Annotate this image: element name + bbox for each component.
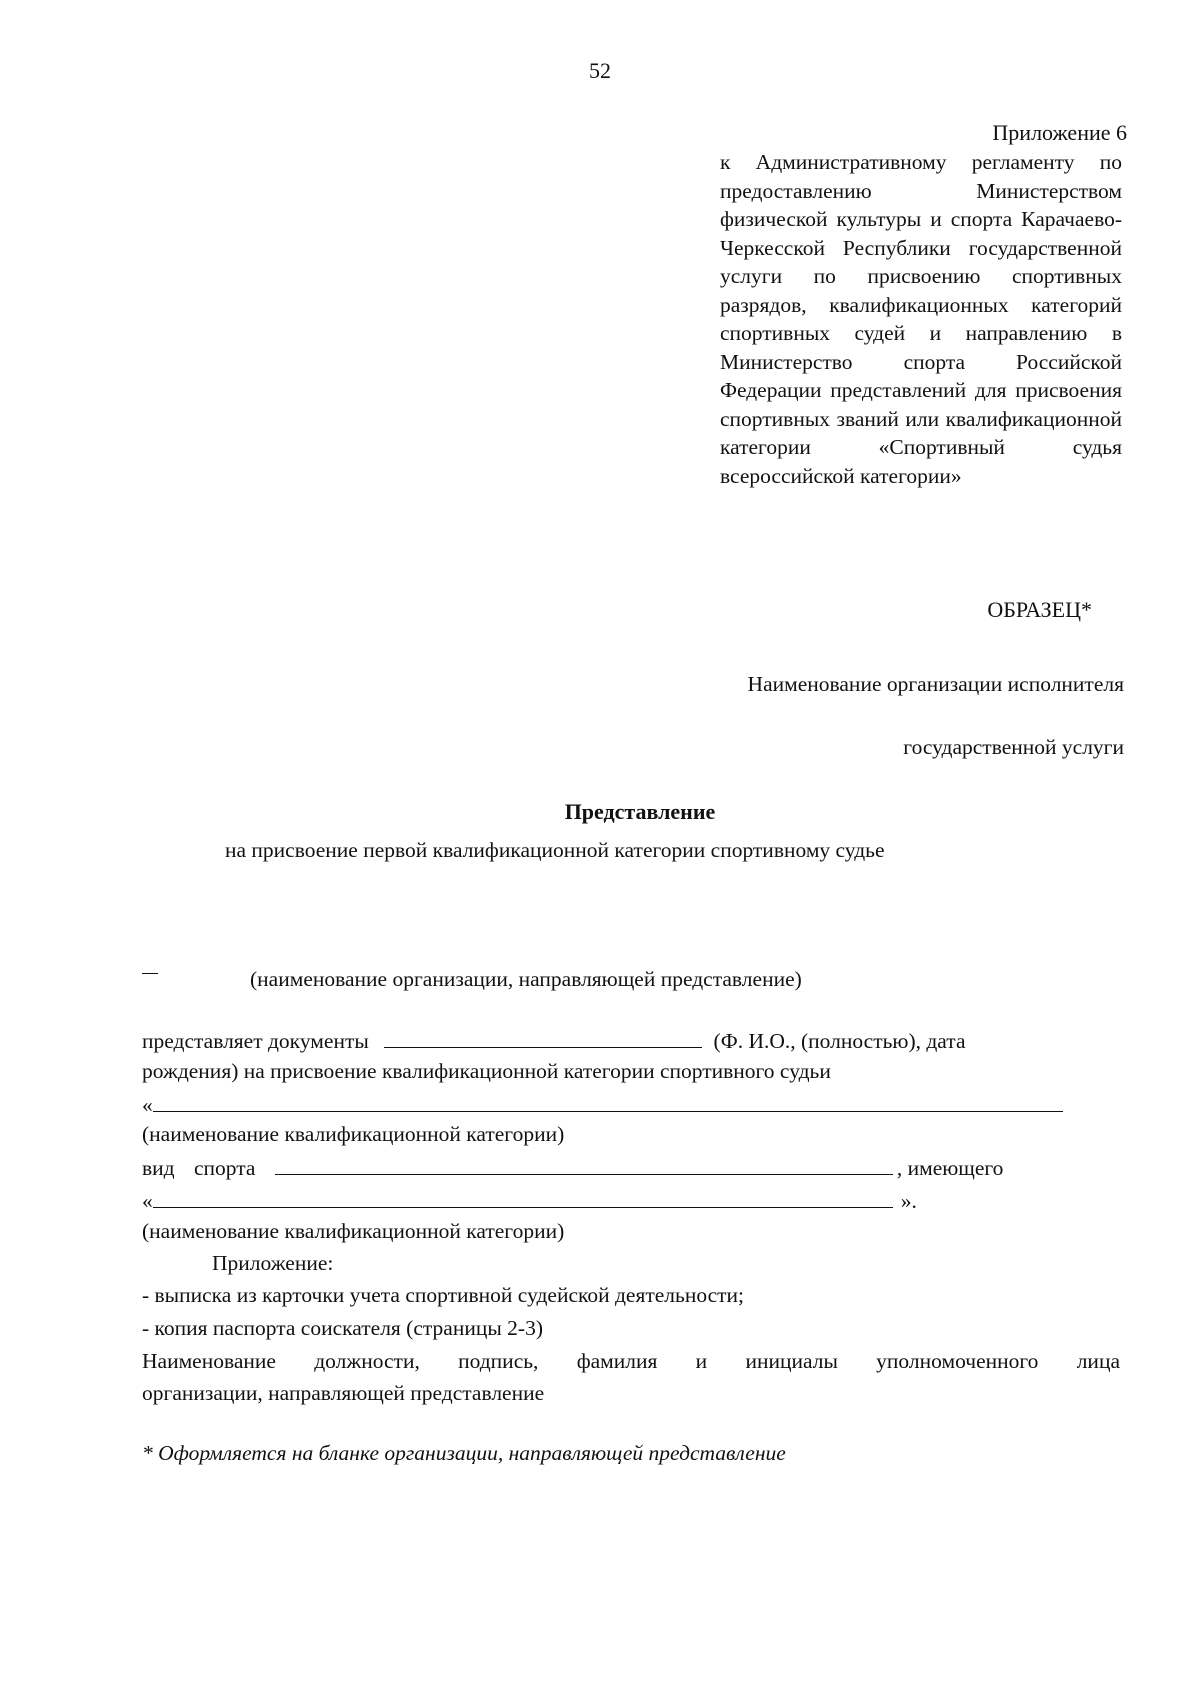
category-line-1 <box>142 1092 1063 1118</box>
presents-docs-label: представляет документы <box>142 1029 369 1053</box>
signature-line-1: Наименование должности, подпись, фамилия и инициалы уполномоченного лица <box>142 1349 1120 1373</box>
fio-blank <box>384 1028 702 1048</box>
appendix-text: к Административному регламенту по предоставлению Министерством физической культуры и спорта Карачаево-Черкесской Республики государственной услуги по присвоению спортивных разрядов, квалификационных категорий спортивных судей и направлению в Министерство спорта Российской Федерации представлений для присвоения спортивных званий или квалификационной категории «Спортивный судья всероссийской категории» <box>720 150 1122 488</box>
org-caption: (наименование организации, направляющей представление) <box>250 967 802 991</box>
document-title: Представление <box>564 799 716 824</box>
presents-docs-line <box>142 1028 966 1054</box>
category-blank-2 <box>153 1188 893 1208</box>
sport-label: вид <box>142 1156 175 1180</box>
having-label: , имеющего <box>896 1156 1004 1180</box>
attachment-item: - копия паспорта соискателя (страницы 2-3) <box>142 1316 543 1340</box>
category-caption-2: (наименование квалификационной категории) <box>142 1219 565 1243</box>
executor-org-name: Наименование организации исполнителя <box>747 672 1124 696</box>
open-quote-2: « <box>142 1189 153 1213</box>
sport-blank <box>275 1155 893 1175</box>
appendix-title: Приложение 6 <box>992 120 1127 145</box>
signature-line-2: организации, направляющей представление <box>142 1381 545 1405</box>
fio-caption: (Ф. И.О., (полностью), дата <box>713 1029 966 1053</box>
open-quote-1: « <box>142 1093 153 1117</box>
attachment-item: - выписка из карточки учета спортивной судейской деятельности; <box>142 1283 745 1307</box>
document-subtitle: на присвоение первой квалификационной категории спортивному судье <box>225 838 885 862</box>
footnote: * Оформляется на бланке организации, направляющей представление <box>142 1441 786 1465</box>
attachments-heading: Приложение: <box>212 1251 334 1275</box>
category-blank-1 <box>153 1092 1063 1112</box>
sample-label: ОБРАЗЕЦ* <box>987 597 1092 622</box>
birth-line: рождения) на присвоение квалификационной категории спортивного судьи <box>142 1059 831 1083</box>
sport-line <box>142 1155 1003 1181</box>
close-quote: ». <box>900 1189 917 1213</box>
page-number: 52 <box>589 58 611 83</box>
state-service-line: государственной услуги <box>903 735 1124 759</box>
sport-word: спорта <box>193 1156 256 1180</box>
category-caption-1: (наименование квалификационной категории) <box>142 1122 565 1146</box>
org-blank-dash <box>142 973 158 974</box>
category-line-2 <box>142 1188 917 1214</box>
